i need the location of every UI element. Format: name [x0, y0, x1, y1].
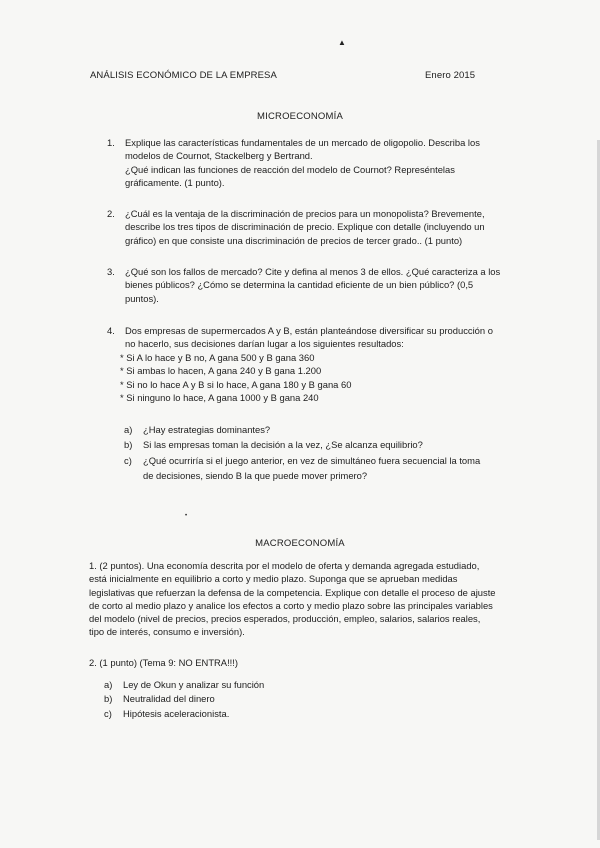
- question-number: 2.: [107, 208, 115, 219]
- sub-question: ¿Qué ocurriría si el juego anterior, en vez de simultáneo fuera secuencial la toma: [143, 455, 481, 466]
- macro-question-2: 2. (1 punto) (Tema 9: NO ENTRA!!!): [89, 657, 239, 668]
- question-2-line: ¿Cuál es la ventaja de la discriminación de precios para un monopolista? Brevemente,: [125, 208, 485, 219]
- macro-question-1: [89, 559, 519, 639]
- question-1: [125, 136, 520, 189]
- sub-letter: a): [124, 424, 133, 435]
- sub-letter: b): [124, 439, 133, 450]
- course-title: ANÁLISIS ECONÓMICO DE LA EMPRESA: [90, 70, 277, 81]
- macro-question-1-line: legislativas que refuerzan la defensa de la competencia. Explique con detalle el proceso de ajuste: [89, 586, 496, 598]
- macro-question-1-line: de corto al medio plazo y analice los efectos a corto y medio plazo sobre las principales variables: [89, 599, 493, 611]
- payoff-item: * Si ninguno lo hace, A gana 1000 y B gana 240: [120, 391, 319, 403]
- macro-question-1-line: tipo de interés, consumo e inversión).: [89, 626, 245, 638]
- question-3-line: bienes públicos? ¿Cómo se determina la cantidad eficiente de un bien público? (0,5: [125, 279, 474, 291]
- item-letter: b): [104, 693, 113, 704]
- exam-date: Enero 2015: [425, 70, 476, 81]
- section-title-macro: MACROECONOMÍA: [255, 538, 345, 549]
- scan-dot: •: [185, 513, 188, 519]
- section-title-micro: MICROECONOMÍA: [257, 111, 343, 122]
- question-number: 3.: [107, 266, 115, 277]
- sub-question: Si las empresas toman la decisión a la vez, ¿Se alcanza equilibrio?: [143, 439, 423, 450]
- macro-item: Neutralidad del dinero: [123, 693, 215, 704]
- question-4: [125, 324, 525, 351]
- macro-question-1-line: está inicialmente en equilibrio a corto y medio plazo. Suponga que se aprueban medidas: [89, 573, 458, 585]
- payoff-item: * Si no lo hace A y B si lo hace, A gana 180 y B gana 60: [120, 378, 352, 390]
- question-1-line: ¿Qué indican las funciones de reacción del modelo de Cournot? Represéntelas: [125, 163, 455, 175]
- item-letter: a): [104, 679, 113, 690]
- question-3-line: ¿Qué son los fallos de mercado? Cite y defina al menos 3 de ellos. ¿Qué caracteriza a los: [125, 266, 501, 277]
- scan-mark: ▲: [338, 38, 346, 47]
- question-4-line: Dos empresas de supermercados A y B, están planteándose diversificar su producción o: [125, 325, 493, 336]
- sub-letter: c): [124, 455, 132, 466]
- question-1-line: gráficamente. (1 punto).: [125, 176, 225, 188]
- question-2-line: gráfico) en que consiste una discriminación de precios de tercer grado.. (1 punto): [125, 234, 463, 246]
- macro-item: Hipótesis aceleracionista.: [123, 708, 230, 719]
- question-2: [125, 207, 520, 247]
- payoff-list: [120, 351, 500, 404]
- macro-question-1-line: 1. (2 puntos). Una economía descrita por el modelo de oferta y demanda agregada estudiado,: [89, 560, 480, 571]
- sub-question: ¿Hay estrategias dominantes?: [143, 424, 271, 435]
- question-1-line: Explique las características fundamentales de un mercado de oligopolio. Describa los: [125, 137, 480, 148]
- question-4-line: no hacerlo, sus decisiones darían lugar a los siguientes resultados:: [125, 338, 404, 350]
- macro-item: Ley de Okun y analizar su función: [123, 679, 265, 690]
- payoff-item: * Si A lo hace y B no, A gana 500 y B gana 360: [120, 352, 315, 363]
- question-3: [125, 265, 520, 305]
- payoff-item: * Si ambas lo hacen, A gana 240 y B gana 1.200: [120, 365, 322, 377]
- macro-question-1-line: del modelo (nivel de precios, precios esperados, producción, empleo, salarios, salarios reales,: [89, 613, 481, 625]
- question-number: 1.: [107, 137, 115, 148]
- question-number: 4.: [107, 325, 115, 336]
- question-2-line: describe los tres tipos de discriminación de precio. Explique con detalle (incluyendo un: [125, 221, 485, 233]
- item-letter: c): [104, 708, 112, 719]
- question-3-line: puntos).: [125, 292, 159, 304]
- question-1-line: modelos de Cournot, Stackelberg y Bertrand.: [125, 150, 313, 162]
- sub-question-continued: de decisiones, siendo B la que puede mover primero?: [143, 470, 368, 481]
